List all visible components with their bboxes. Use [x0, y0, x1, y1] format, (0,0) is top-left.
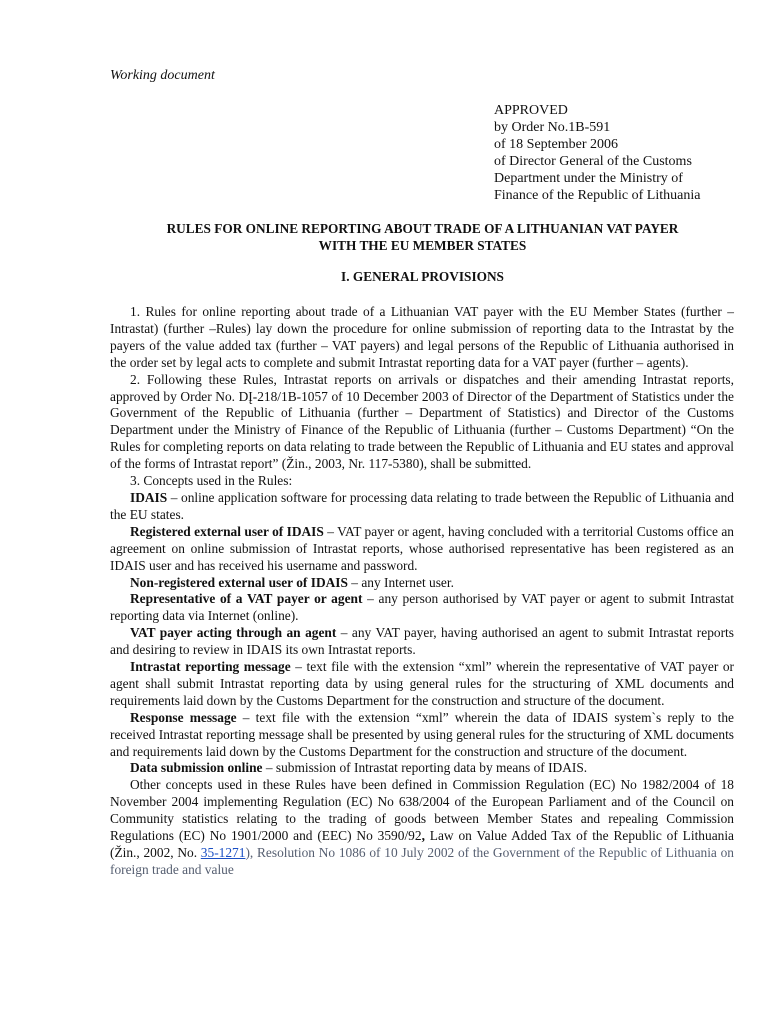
definition-text: – text file with the extension “xml” wherein the representative of VAT payer or agent shall submit Intrastat reporting data by using general rules for the structuring of XML documents and requirements laid down by the Customs Department for the construction and structure of the document. [110, 659, 735, 708]
approval-line: of 18 September 2006 [494, 137, 619, 152]
definition-term: Representative of a VAT payer or agent [130, 591, 363, 607]
definition-text: – any VAT payer, having authorised an agent to submit Intrastat reports and desiring to review in IDAIS its own Intrastat reports. [110, 625, 734, 658]
definition-term: Non-registered external user of IDAIS [130, 574, 348, 590]
definition-text: – VAT payer or agent, having concluded with a territorial Customs office an agreement on online submission of Intrastat reports, whose authorised representative has been registered as an IDAIS user and has received his username and password. [110, 523, 734, 573]
paragraph-1: 1. Rules for online reporting about trade of a Lithuanian VAT payer with the EU Member States (further –Intrastat) (further –Rules) lay down the procedure for online submission of reporting data to the Intrastat by the payers of the value added tax (further – VAT payers) and legal persons of the Republic of Lithuania authorised in the order set by legal acts to complete and submit Intrastat reporting data for a VAT payer (further – agents). [110, 304, 734, 370]
paragraph-2: 2. Following these Rules, Intrastat reports on arrivals or dispatches and their amending Intrastat reports, approved by Order No. DĮ-218/1B-1057 of 10 December 2003 of Director of the Department of Statistics under the Government of the Republic of Lithuania (further – Department of Statistics) and Director of the Customs Department under the Ministry of Finance of the Republic of Lithuania (further – Customs Department) “On the Rules for completing reports on data relating to trade between the Republic of Lithuania and EU states and approval of the forms of Intrastat report” (Žin., 2003, Nr. 117-5380), shall be submitted. [110, 371, 734, 472]
other-concepts-text: Other concepts used in these Rules have been defined in Commission Regulation (EC) No 1982/2004 of 18 November 2004 implementing Regulation (EC) No 638/2004 of the European Parliament and of the Council on Community statistics relating to the trading of goods between Member States and repealing Commission Regulations (EC) No 1901/2000 and (EEC) No 3590/92 [110, 777, 734, 844]
definition-vat-payer-agent [110, 625, 734, 659]
definition-text: – text file with the extension “xml” wherein the data of IDAIS system`s reply to the received Intrastat reporting message shall be presented by using general rules for the structuring of XML documents and requirements laid down by the Customs Department for the construction and structure of the document. [110, 709, 734, 759]
definition-registered-user [110, 524, 734, 575]
approval-line: by Order No.1B-591 [494, 120, 611, 135]
title-line-2: WITH THE EU MEMBER STATES [318, 238, 527, 253]
other-concepts-text-2: Law on Value Added Tax of the Republic of Lithuania (Žin., 2002, No. [110, 828, 734, 860]
approval-line: Finance of the Republic of Lithuania [494, 188, 701, 203]
definition-text: – any person authorised by VAT payer or agent to submit Intrastat reporting data via Internet (online). [110, 591, 735, 624]
approval-line: Department under the Ministry of [494, 171, 683, 186]
definition-idais [110, 490, 734, 524]
law-reference-link[interactable]: 35-1271 [200, 845, 246, 860]
definition-term: Response message [130, 709, 237, 725]
definition-term: Data submission online [130, 760, 263, 776]
definition-term: Registered external user of IDAIS [130, 523, 324, 539]
definition-text: – submission of Intrastat reporting data by means of IDAIS. [262, 760, 588, 776]
definition-response-message [110, 710, 734, 761]
definition-term: VAT payer acting through an agent [130, 625, 337, 641]
definition-text: – any Internet user. [347, 574, 454, 590]
other-concepts-comma: , [421, 828, 425, 844]
approval-block [494, 102, 756, 204]
definition-data-submission [110, 760, 734, 777]
other-concepts-text-3: ), Resolution No 1086 of 10 July 2002 of the Government of the Republic of Lithuania on foreign trade and value [110, 845, 734, 877]
document-body [110, 304, 734, 879]
definition-term: Intrastat reporting message [130, 659, 291, 675]
section-heading: I. GENERAL PROVISIONS [341, 269, 504, 284]
working-document-label: Working document [110, 68, 215, 83]
approval-line: APPROVED [494, 103, 568, 118]
paragraph-3: 3. Concepts used in the Rules: [130, 473, 293, 489]
definition-text: – online application software for processing data relating to trade between the Republic of Lithuania and the EU states. [110, 489, 734, 522]
approval-line: of Director General of the Customs [494, 154, 692, 169]
definition-non-registered-user [110, 575, 734, 592]
document-title [110, 220, 735, 254]
definition-term: IDAIS [130, 489, 168, 505]
definition-reporting-message [110, 659, 734, 710]
paragraph-other-concepts [110, 777, 734, 878]
title-line-1: RULES FOR ONLINE REPORTING ABOUT TRADE OF A LITHUANIAN VAT PAYER [166, 221, 679, 236]
definition-representative [110, 591, 734, 625]
